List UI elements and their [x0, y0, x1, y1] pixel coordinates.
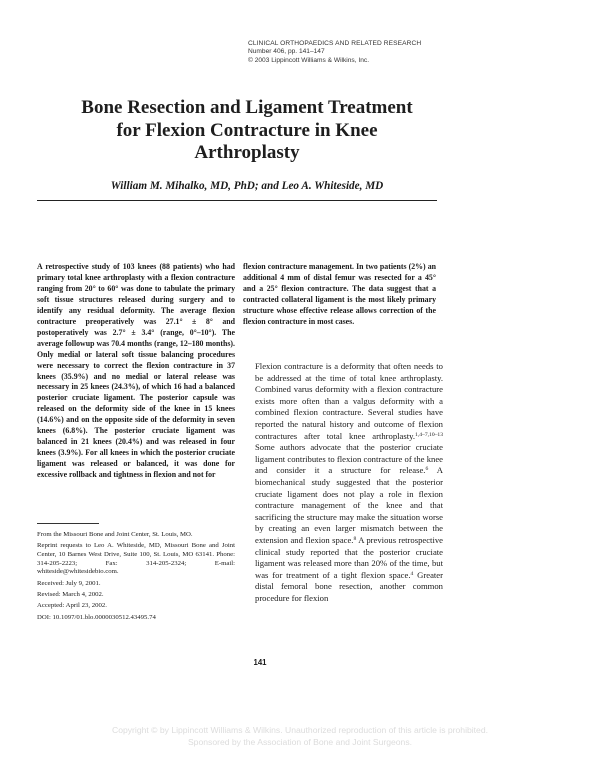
journal-name: CLINICAL ORTHOPAEDICS AND RELATED RESEARCH	[248, 40, 422, 47]
footnote-received: Received: July 9, 2001.	[37, 579, 101, 587]
body-text-segment: A biomechanical study suggested that the posterior cruciate ligament does not play a role in flexion contracture management of the knee and that sacrificing the structure may make the situation worse by creating an even larger mismatch between the extension and flexion space.	[255, 465, 443, 545]
footnotes	[37, 531, 235, 625]
citation-ref: 1,4–7,10–13	[415, 431, 443, 438]
citation-ref: 6	[425, 466, 429, 473]
footnote-divider	[37, 523, 99, 524]
body-text-segment: Flexion contracture is a deformity that often needs to be addressed at the time of total knee arthroplasty. Combined varus deformity with a flexion contracture exists more often than a valgus deformity with a combined flexion contracture. Several studies have reported the natural history and outcome of flexion contractures after total knee arthroplasty.	[255, 361, 443, 441]
journal-copyright: © 2003 Lippincott Williams & Wilkins, Inc.	[248, 56, 370, 64]
body-text-segment: A previous retrospective clinical study reported that the posterior cruciate ligament was released more than 20% of the time, but was for treatment of a tight flexion space.	[255, 534, 443, 580]
page-number: 141	[253, 658, 267, 667]
journal-issue: Number 406, pp. 141–147	[248, 48, 325, 56]
body-text	[255, 361, 443, 604]
body-text-segment: Some authors advocate that the posterior cruciate ligament contributes to flexion contracture of the knee and consider it a structure for release.	[255, 442, 443, 476]
title-divider	[37, 200, 437, 201]
footnote-doi: DOI: 10.1097/01.blo.0000030512.43495.74	[37, 613, 156, 621]
abstract-column-1: A retrospective study of 103 knees (88 patients) who had primary total knee arthroplasty with a flexion contracture ranging from 20° to 60° was done to tabulate the primary soft tissue structures released during surgery and to identify any residual deformity. The average flexion contracture preoperatively was 27.1° ± 8° and postoperatively was 2.7° ± 3.4° (range, 0°–10°). The average followup was 70.4 months (range, 12–180 months). Only medial or lateral soft tissue balancing procedures were necessary to correct the flexion contracture in 37 knees (35.9%) and no medial or lateral release was necessary in 25 knees (24.3%), of which 16 had a balanced posterior cruciate ligament. The posterior capsule was released on the deformity side of the knee in 15 knees (14.6%) and on the opposite side of the deformity in seven knees (6.8%). The posterior cruciate ligament was balanced in 21 knees (20.4%) and was released in four knees (3.9%). For all knees in which the posterior cruciate ligament was released or balanced, it was done for excessive rollback and tightness in flexion and not for	[37, 262, 235, 480]
author-line: William M. Mihalko, MD, PhD; and Leo A. Whiteside, MD	[110, 180, 384, 192]
paper-title: Bone Resection and Ligament Treatment for Flexion Contracture in Knee Arthroplasty	[81, 97, 413, 163]
footnote-affiliation: From the Missouri Bone and Joint Center, St. Louis, MO.	[37, 531, 193, 538]
footnote-accepted: Accepted: April 23, 2002.	[37, 602, 107, 610]
footnote-reprints: Reprint requests to Leo A. Whiteside, MD, Missouri Bone and Joint Center, 10 Barnes West Drive, Suite 100, St. Louis, MO 63141. Phone: 314-205-2223; Fax: 314-205-2324; E-mail: whiteside@whitesidebio.com.	[37, 542, 235, 576]
footnote-revised: Revised: March 4, 2002.	[37, 591, 104, 598]
body-text-segment: Greater distal femoral bone resection, another common procedure for flexion	[255, 569, 443, 603]
citation-ref: 8	[353, 535, 357, 542]
copyright-watermark: Copyright © by Lippincott Williams & Wilkins. Unauthorized reproduction of this article is prohibited.	[111, 725, 489, 735]
journal-header	[248, 40, 448, 65]
citation-ref: 4	[410, 570, 414, 577]
sponsor-watermark: Sponsored by the Association of Bone and Joint Surgeons.	[187, 737, 413, 747]
abstract-column-2: flexion contracture management. In two patients (2%) an additional 4 mm of distal femur was resected for a 45° and a 25° flexion contracture. The data suggest that a contracted collateral ligament is the most likely primary structure whose effective release allows correction of the flexion contracture in most cases.	[243, 262, 436, 326]
